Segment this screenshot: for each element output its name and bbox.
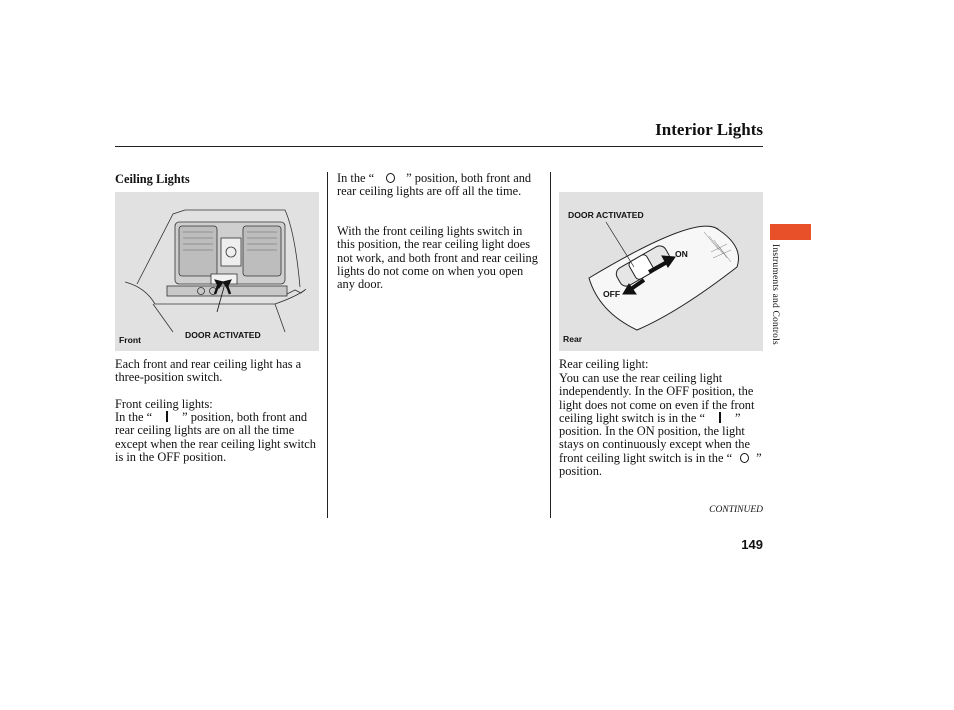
title-rule [115, 146, 763, 147]
front-lights-label: Front ceiling lights: [115, 397, 213, 411]
column-divider-1 [327, 172, 328, 518]
on-position-icon [152, 411, 182, 424]
front-switch-paragraph: With the front ceiling lights switch in this position, the rear ceiling light does not work, and both front and rear ceiling lights do not come on when you open any door. [337, 224, 538, 292]
front-lights-text-b: ” position, both front [182, 410, 287, 424]
rear-light-quote: “ [699, 410, 705, 425]
section-side-label [770, 244, 784, 374]
off-position-paragraph [337, 172, 543, 199]
three-position-paragraph: Each front and rear ceiling light has a three-position switch. [115, 357, 302, 385]
front-console-illustration [115, 192, 319, 351]
section-side-label-text: Instruments and Controls [770, 244, 780, 345]
off-position-icon [374, 172, 406, 185]
front-lights-text-a: In the “ [115, 410, 153, 424]
front-lights-paragraph [115, 411, 319, 464]
rear-off-position-icon [732, 452, 756, 465]
rear-light-paragraph [559, 372, 763, 478]
column-divider-2 [550, 172, 551, 518]
rear-figure-caption: Rear [563, 334, 583, 344]
rear-light-label: Rear ceiling light: [559, 357, 649, 371]
rear-on-position-icon [705, 412, 735, 425]
continued-marker: CONTINUED [709, 505, 763, 515]
section-tab-marker [770, 224, 811, 240]
off-position-text-a: In the “ [337, 171, 375, 185]
page-title: Interior Lights [655, 120, 763, 139]
page-number: 149 [741, 537, 763, 552]
front-lights-text-rest: and rear ceiling lights are on all the time except when the rear ceiling light switch is in the OFF position. [115, 410, 316, 464]
rear-light-text-2: ” position. In the ON position, the light stays on continuously except when the front ceiling light switch is in the “ [559, 410, 750, 465]
rear-light-text-1: You can use the rear ceiling light independently. In the OFF position, the light does not come on even if the front ceiling light switch is in the [559, 371, 755, 425]
front-door-activated-label: DOOR ACTIVATED [185, 330, 261, 340]
front-figure-caption: Front [119, 335, 141, 345]
rear-off-label: OFF [603, 289, 621, 299]
off-position-text-b: ” position, both front [406, 171, 511, 185]
rear-on-label: ON [675, 249, 688, 259]
off-position-text-rest: and rear ceiling lights are off all the time. [337, 171, 532, 199]
front-ceiling-light-figure [115, 192, 319, 351]
rear-door-activated-label: DOOR ACTIVATED [568, 210, 644, 220]
section-heading: Ceiling Lights [115, 172, 190, 186]
rear-light-text-3: ” position. [559, 450, 762, 479]
